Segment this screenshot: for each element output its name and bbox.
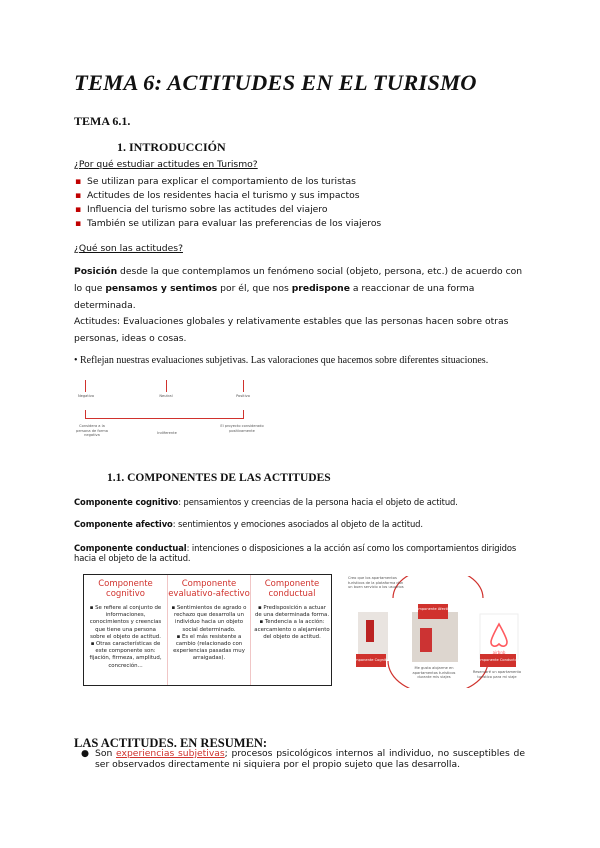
column-heading: Componente evaluativo-afectivo	[168, 579, 250, 599]
scale-label: Negativo	[77, 394, 95, 398]
scale-label: Neutral	[159, 394, 173, 398]
list-item: ▪ Actitudes de los residentes hacia el turismo y sus impactos	[75, 190, 360, 201]
scale-label: Positivo	[236, 394, 250, 398]
svg-text:Componente Afectivo: Componente Afectivo	[413, 607, 453, 611]
why-bullet-list	[75, 175, 381, 231]
diagram-note: Reservaré un apartamento turístico para mi viaje	[472, 670, 522, 679]
table-column: Componente conductual ▪ Predisposición a actuar de una determinada forma. ▪ Tendencia a la acción: acercamiento o alejamiento del objeto de actitud.	[250, 575, 333, 685]
page-title: TEMA 6: ACTITUDES EN EL TURISMO	[74, 70, 477, 95]
section-heading: TEMA 6.1.	[74, 114, 131, 128]
components-heading: 1.1. COMPONENTES DE LAS ACTITUDES	[107, 472, 331, 484]
summary-paragraph: ● Son experiencias subjetivas; procesos psicológicos internos al individuo, no susceptibles de ser observados directamente ni siquiera por el propio sujeto que las desarrolla.	[81, 748, 525, 770]
bullet-icon: ▪	[75, 176, 82, 187]
diagram-note: Creo que los apartamentos turísticos de la plataforma dan un buen servicio a los usuarios	[348, 576, 404, 589]
summary-heading: LAS ACTITUDES. EN RESUMEN:	[74, 736, 268, 750]
svg-text:airbnb: airbnb	[492, 650, 506, 655]
scale-label: Considera a la persona de forma negativa	[76, 424, 108, 437]
list-item: ▪ Se utilizan para explicar el comportamiento de los turistas	[75, 176, 356, 187]
svg-text:Componente Cognitivo: Componente Cognitivo	[350, 658, 392, 662]
diagram-note: Me gusta alojarme en apartamentos turísticos durante mis viajes	[412, 666, 456, 679]
table-column: Componente evaluativo-afectivo ▪ Sentimientos de agrado o rechazo que desarrolla un individuo hacia un objeto social determinado. ▪ Es el más resistente a cambio (relacionado con experiencias pasadas muy arraigadas).	[167, 575, 250, 685]
column-heading: Componente conductual	[264, 579, 320, 599]
bullet-icon: ▪	[75, 190, 82, 201]
component-cognitive: Componente cognitivo: pensamientos y creencias de la persona hacia el objeto de actitud.	[74, 497, 458, 507]
svg-text:Componente Conductual: Componente Conductual	[475, 658, 521, 662]
scale-axis	[85, 410, 244, 419]
attitude-diagram	[348, 576, 528, 688]
definition-paragraph: Posición desde la que contemplamos un fenómeno social (objeto, persona, etc.) de acuerdo con lo que pensamos y sentimos por él, que nos predispone a reaccionar de una forma determinada.	[74, 266, 523, 311]
intro-heading: 1. INTRODUCCIÓN	[117, 140, 226, 154]
component-affective: Componente afectivo: sentimientos y emociones asociados al objeto de la actitud.	[74, 519, 423, 529]
components-table	[83, 574, 332, 686]
bullet-icon: ▪	[75, 218, 82, 229]
why-question: ¿Por qué estudiar actitudes en Turismo?	[74, 159, 258, 170]
list-item: ▪ Influencia del turismo sobre las actitudes del viajero	[75, 204, 328, 215]
bullet-icon: ●	[81, 748, 90, 759]
what-question: ¿Qué son las actitudes?	[74, 243, 183, 254]
table-column: Componente cognitivo ▪ Se refiere al conjunto de informaciones, conocimientos y creencias que tiene una persona sobre el objeto de actitud. ▪ Otras características de este componente son: fijación, firmeza, amplitud, concreción...	[84, 575, 167, 685]
bullet-icon: ▪	[75, 204, 82, 215]
list-item: ▪ También se utilizan para evaluar las preferencias de los viajeros	[75, 218, 382, 229]
column-heading: Componente cognitivo	[98, 579, 153, 599]
photo-affective	[412, 612, 458, 662]
scale-label: Indiferente	[157, 431, 177, 435]
actitudes-definition: Actitudes: Evaluaciones globales y relativamente estables que las personas hacen sobre otras personas, ideas o cosas.	[74, 316, 509, 344]
scale-label: El proyecto considerado positivamente	[220, 424, 264, 433]
component-conductual: Componente conductual: intenciones o disposiciones a la acción así como los comportamientos dirigidos hacia el objeto de la actitud.	[74, 543, 517, 563]
reflejan-paragraph: • Reflejan nuestras evaluaciones subjetivas. Las valoraciones que hacemos sobre diferentes situaciones.	[74, 355, 489, 366]
evaluation-scale	[74, 380, 274, 450]
